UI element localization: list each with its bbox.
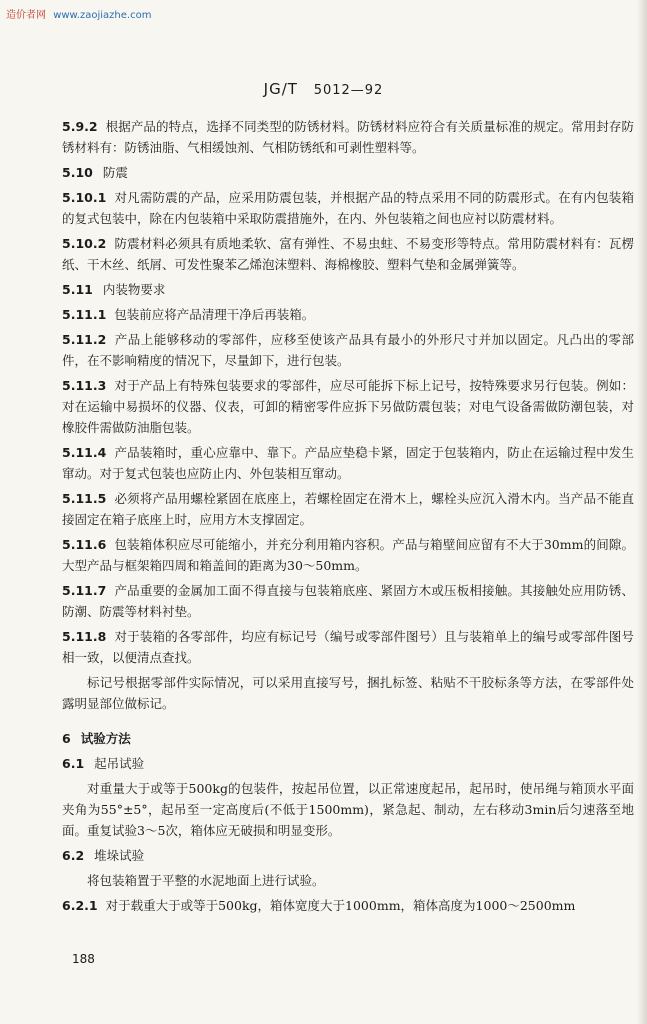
heading-5-11 (62, 279, 634, 300)
clause-text: 防震材料必须具有质地柔软、富有弹性、不易虫蛀、不易变形等特点。常用防震材料有：瓦楞纸、干木丝、纸屑、可发性聚苯乙烯泡沫塑料、海棉橡胶、塑料气垫和金属弹簧等。 (62, 236, 634, 272)
clause-number: 5.11.8 (62, 629, 107, 644)
standard-number: 5012—92 (313, 83, 384, 98)
page-header (0, 80, 647, 98)
clause-number: 5.11.5 (62, 491, 107, 506)
section-number: 6 (62, 731, 71, 746)
clause-text: 对凡需防震的产品，应采用防震包装，并根据产品的特点采用不同的防震形式。在有内包装箱的复式包装中，除在内包装箱中采取防震措施外，在内、外包装箱之间也应衬以防震材料。 (62, 190, 634, 226)
heading-text: 防震 (102, 165, 128, 180)
clause-number: 5.11.1 (62, 307, 107, 322)
clause-text: 必须将产品用螺栓紧固在底座上，若螺栓固定在滑木上，螺栓头应沉入滑木内。当产品不能直接固定在箱子底座上时，应用方木支撑固定。 (62, 491, 634, 527)
clause-number: 5.11.4 (62, 445, 107, 460)
clause-text: 对于装箱的各零部件，均应有标记号（编号或零部件图号）且与装箱单上的编号或零部件图号相一致，以便清点查找。 (62, 629, 634, 665)
watermark-url[interactable]: www.zaojiazhe.com (53, 10, 152, 21)
standard-code: JG/T (263, 80, 298, 98)
clause-text: 对重量大于或等于500kg的包装件，按起吊位置，以正常速度起吊，起吊时，使吊绳与箱顶水平面夹角为55°±5°，起吊至一定高度后(不低于1500mm)，紧急起、制动，左右移动3min后匀速落至地面。重复试验3～5次，箱体应无破损和明显变形。 (62, 781, 634, 838)
clause-text: 产品重要的金属加工面不得直接与包装箱底座、紧固方木或压板相接触。其接触处应用防锈、防潮、防震等材料衬垫。 (62, 583, 634, 619)
clause-text: 根据产品的特点，选择不同类型的防锈材料。防锈材料应符合有关质量标准的规定。常用封存防锈材料有：防锈油脂、气相缓蚀剂、气相防锈纸和可剥性塑料等。 (62, 119, 634, 155)
clause-5-11-2 (62, 329, 634, 371)
clause-5-11-7 (62, 580, 634, 622)
clause-number: 5.11 (62, 282, 93, 297)
heading-5-10 (62, 162, 634, 183)
clause-number: 5.9.2 (62, 119, 98, 134)
page-edge-shadow (637, 0, 647, 1024)
clause-6-2-body (62, 870, 634, 891)
clause-number: 5.11.6 (62, 537, 107, 552)
clause-number: 5.10.2 (62, 236, 107, 251)
clause-text: 标记号根据零部件实际情况，可以采用直接写号，捆扎标签、粘贴不干胶标条等方法，在零部件处露明显部位做标记。 (62, 675, 634, 711)
clause-text: 产品装箱时，重心应靠中、靠下。产品应垫稳卡紧，固定于包装箱内，防止在运输过程中发生窜动。对于复式包装也应防止内、外包装相互窜动。 (62, 445, 634, 481)
clause-text: 包装前应将产品清理干净后再装箱。 (114, 307, 315, 322)
watermark (6, 6, 151, 21)
clause-number: 5.11.7 (62, 583, 107, 598)
clause-5-11-3 (62, 375, 634, 438)
clause-5-10-1 (62, 187, 634, 229)
clause-text: 对于载重大于或等于500kg，箱体宽度大于1000mm，箱体高度为1000～2500mm (105, 898, 576, 913)
clause-5-10-2 (62, 233, 634, 275)
heading-text: 内装物要求 (102, 282, 166, 297)
heading-6-1 (62, 753, 634, 774)
page-number: 188 (72, 952, 95, 966)
clause-5-11-1 (62, 304, 634, 325)
clause-number: 6.2.1 (62, 898, 98, 913)
clause-5-11-4 (62, 442, 634, 484)
document-body (62, 116, 634, 920)
clause-number: 5.11.2 (62, 332, 107, 347)
clause-number: 5.10.1 (62, 190, 107, 205)
clause-number: 6.1 (62, 756, 85, 771)
clause-text: 将包装箱置于平整的水泥地面上进行试验。 (87, 873, 325, 888)
clause-5-9-2 (62, 116, 634, 158)
heading-6-2 (62, 845, 634, 866)
clause-text: 对于产品上有特殊包装要求的零部件，应尽可能拆下标上记号，按特殊要求另行包装。例如：对在运输中易损坏的仪器、仪表，可卸的精密零件应拆下另做防震包装；对电气设备需做防潮包装，对橡胶件需做防油脂包装。 (62, 378, 634, 435)
heading-text: 试验方法 (80, 731, 131, 746)
clause-5-11-8 (62, 626, 634, 668)
clause-number: 5.10 (62, 165, 93, 180)
clause-text: 产品上能够移动的零部件，应移至使该产品具有最小的外形尺寸并加以固定。凡凸出的零部件，在不影响精度的情况下，尽量卸下，进行包装。 (62, 332, 634, 368)
clause-number: 6.2 (62, 848, 85, 863)
heading-section-6 (62, 728, 634, 749)
clause-5-11-5 (62, 488, 634, 530)
clause-5-11-8-note (62, 672, 634, 714)
clause-6-1-body (62, 778, 634, 841)
watermark-site: 造价者网 (6, 10, 46, 21)
heading-text: 起吊试验 (94, 756, 145, 771)
heading-text: 堆垛试验 (94, 848, 145, 863)
clause-text: 包装箱体积应尽可能缩小，并充分利用箱内容积。产品与箱壁间应留有不大于30mm的间隙。大型产品与框架箱四周和箱盖间的距离为30～50mm。 (62, 537, 634, 573)
clause-5-11-6 (62, 534, 634, 576)
clause-6-2-1 (62, 895, 634, 916)
clause-number: 5.11.3 (62, 378, 107, 393)
